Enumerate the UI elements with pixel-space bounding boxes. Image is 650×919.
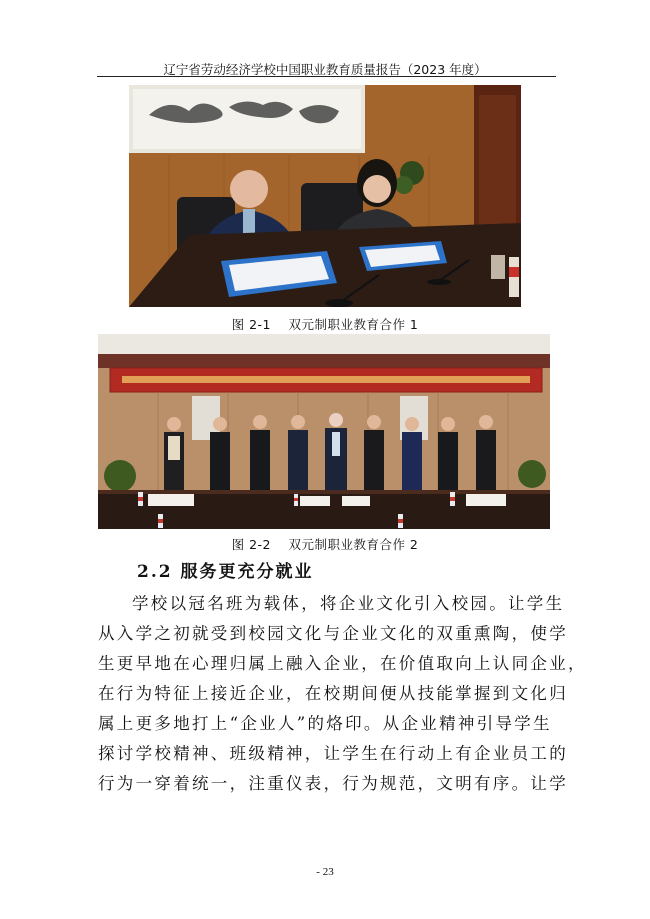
paragraph-line: 在行为特征上接近企业，在校期间便从技能掌握到文化归: [98, 684, 568, 703]
paragraph-line: 属上更多地打上“企业人”的烙印。从企业精神引导学生: [98, 714, 552, 733]
paragraph-line: 探讨学校精神、班级精神，让学生在行动上有企业员工的: [98, 744, 568, 763]
page-number: - 23: [316, 866, 334, 878]
page-header: 辽宁省劳动经济学校中国职业教育质量报告（2023 年度）: [163, 62, 487, 77]
paragraph-line: 学校以冠名班为载体，将企业文化引入校园。让学生: [132, 594, 565, 613]
signing-ceremony-photo: [129, 85, 521, 307]
paragraph-line: 从入学之初就受到校园文化与企业文化的双重熏陶，使学: [98, 624, 568, 643]
header-divider: [97, 76, 556, 77]
paragraph-line: 行为一穿着统一，注重仪表，行为规范，文明有序。让学: [98, 774, 568, 793]
body-paragraph: [98, 589, 587, 799]
group-photo: [98, 334, 550, 529]
paragraph-line: 生更早地在心理归属上融入企业，在价值取向上认同企业，: [98, 654, 587, 673]
figure-caption-2: 图 2-2 双元制职业教育合作 2: [231, 537, 419, 552]
section-heading: 2.2 服务更充分就业: [137, 562, 314, 582]
figure-caption-1: 图 2-1 双元制职业教育合作 1: [231, 317, 419, 332]
